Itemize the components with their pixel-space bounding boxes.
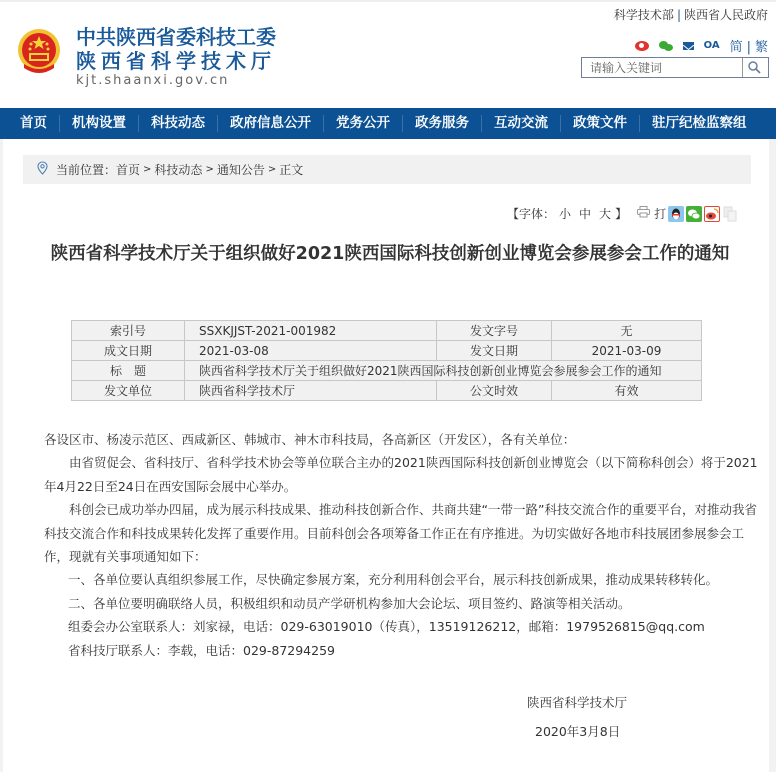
index-value: SSXKJJST-2021-001982 (185, 321, 437, 341)
breadcrumb-notices[interactable]: 通知公告 (216, 163, 265, 177)
wechat-share-icon[interactable] (686, 206, 702, 222)
font-medium-button[interactable]: 中 (579, 207, 592, 221)
location-pin-icon (37, 161, 48, 178)
mail-icon[interactable] (683, 42, 694, 50)
nav-discipline-inspection[interactable]: 驻厅纪检监察组 (639, 115, 759, 132)
print-icon[interactable] (637, 206, 650, 221)
main-nav (0, 108, 776, 139)
contact-department: 省科技厅联系人：李载，电话：029-87294259 (68, 642, 335, 658)
nav-home[interactable]: 首页 (20, 115, 47, 131)
lang-simplified[interactable]: 简 (729, 40, 743, 55)
validity-label: 公文时效 (437, 381, 552, 401)
page-margin-left (0, 139, 3, 772)
wechat-icon[interactable] (659, 41, 673, 51)
title-label: 标 题 (72, 361, 185, 381)
page-scrollbar-track[interactable] (769, 139, 776, 772)
breadcrumb-sep: > (205, 164, 214, 175)
signature-date: 2020年3月8日 (535, 724, 621, 739)
link-most[interactable]: 科学技术部 (613, 8, 674, 22)
lang-traditional[interactable]: 繁 (754, 40, 768, 55)
weibo-share-icon[interactable] (704, 206, 720, 222)
top-border (0, 0, 776, 2)
article-tools (507, 205, 738, 222)
title-value: 陕西省科学技术厅关于组织做好2021陕西国际科技创新创业博览会参展参会工作的通知 (185, 361, 702, 381)
breadcrumb-label: 当前位置： (56, 163, 117, 177)
site-url: kjt.shaanxi.gov.cn (76, 73, 230, 88)
doc-number-label: 发文字号 (437, 321, 552, 341)
paragraph-item-1: 一、各单位要认真组织参展工作，尽快确定参展方案，充分利用科创会平台，展示科技创新成果，推动成果转移转化。 (68, 572, 719, 588)
paragraph: 科创会已成功举办四届，成为展示科技成果、推动科技创新合作、共商共建“一带一路”科技交流合作的重要平台，对推动我省科技交流合作和科技成果转化发挥了重要作用。目前科创会各项筹备工作正在有序推进。为切实做好各地市科技展团参展参会工作，现就有关事项通知如下： (44, 502, 757, 565)
qq-icon[interactable] (668, 206, 684, 222)
article-title: 陕西省科学技术厅关于组织做好2021陕西国际科技创新创业博览会参展参会工作的通知 (50, 244, 730, 264)
article-body (44, 428, 760, 662)
lang-separator: | (746, 40, 751, 55)
table-row (72, 321, 702, 341)
paragraph: 由省贸促会、省科技厅、省科学技术协会等单位联合主办的2021陕西国际科技创新创业博览会（以下简称科创会）将于2021年4月22日至24日在西安国际会展中心举办。 (44, 455, 758, 494)
written-date-value: 2021-03-08 (185, 341, 437, 361)
link-separator: | (676, 8, 681, 22)
oa-icon[interactable]: OA (703, 40, 720, 51)
header-icons (635, 36, 768, 55)
print-button[interactable]: 打 (654, 207, 667, 221)
issuer-label: 发文单位 (72, 381, 185, 401)
search-button[interactable] (742, 58, 766, 77)
breadcrumb-tech-news[interactable]: 科技动态 (154, 163, 203, 177)
nav-interaction[interactable]: 互动交流 (481, 115, 560, 132)
signature-block (527, 688, 627, 746)
nav-gov-info[interactable]: 政府信息公开 (217, 115, 323, 132)
site-title[interactable] (76, 25, 276, 89)
copy-icon[interactable] (722, 206, 738, 222)
search-input[interactable] (582, 58, 742, 77)
language-switch (730, 36, 768, 55)
nav-policy-docs[interactable]: 政策文件 (560, 115, 639, 132)
publish-date-label: 发文日期 (437, 341, 552, 361)
nav-gov-services[interactable]: 政务服务 (402, 115, 481, 132)
contact-organizing-committee: 组委会办公室联系人：刘家禄，电话：029-63019010（传真），13519126212，邮箱：1979526815@qq.com (68, 619, 705, 635)
breadcrumb-home[interactable]: 首页 (116, 163, 141, 177)
table-row (72, 381, 702, 401)
index-label: 索引号 (72, 321, 185, 341)
breadcrumb-current: 正文 (279, 163, 304, 177)
issuer-value: 陕西省科学技术厅 (185, 381, 437, 401)
document-metadata-table (71, 320, 702, 401)
top-links (614, 6, 768, 23)
org-name-department: 陕西省科学技术厅 (76, 49, 276, 73)
font-large-button[interactable]: 大 (599, 207, 612, 221)
nav-party-affairs[interactable]: 党务公开 (323, 115, 402, 132)
search-icon (748, 61, 761, 74)
nav-organization[interactable]: 机构设置 (59, 115, 138, 132)
table-row (72, 361, 702, 381)
font-size-label: 【字体： (507, 207, 556, 221)
signature-org: 陕西省科学技术厅 (527, 695, 628, 710)
doc-number-value: 无 (552, 321, 702, 341)
breadcrumb-sep: > (143, 164, 152, 175)
search-box (581, 57, 769, 78)
validity-value: 有效 (552, 381, 702, 401)
org-name-party: 中共陕西省委科技工委 (76, 25, 276, 49)
font-small-button[interactable]: 小 (559, 207, 572, 221)
written-date-label: 成文日期 (72, 341, 185, 361)
link-shaanxi-gov[interactable]: 陕西省人民政府 (683, 8, 768, 22)
national-emblem-logo[interactable] (16, 28, 62, 78)
font-size-label-close: 】 (615, 207, 628, 221)
weibo-icon[interactable] (635, 41, 649, 51)
publish-date-value: 2021-03-09 (552, 341, 702, 361)
nav-tech-news[interactable]: 科技动态 (138, 115, 217, 132)
salutation: 各设区市、杨凌示范区、西咸新区、韩城市、神木市科技局，各高新区（开发区），各有关单位： (44, 432, 576, 447)
table-row (72, 341, 702, 361)
breadcrumb (23, 155, 751, 184)
paragraph-item-2: 二、各单位要明确联络人员，积极组织和动员产学研机构参加大会论坛、项目签约、路演等相关活动。 (68, 595, 631, 611)
breadcrumb-sep: > (267, 164, 277, 175)
